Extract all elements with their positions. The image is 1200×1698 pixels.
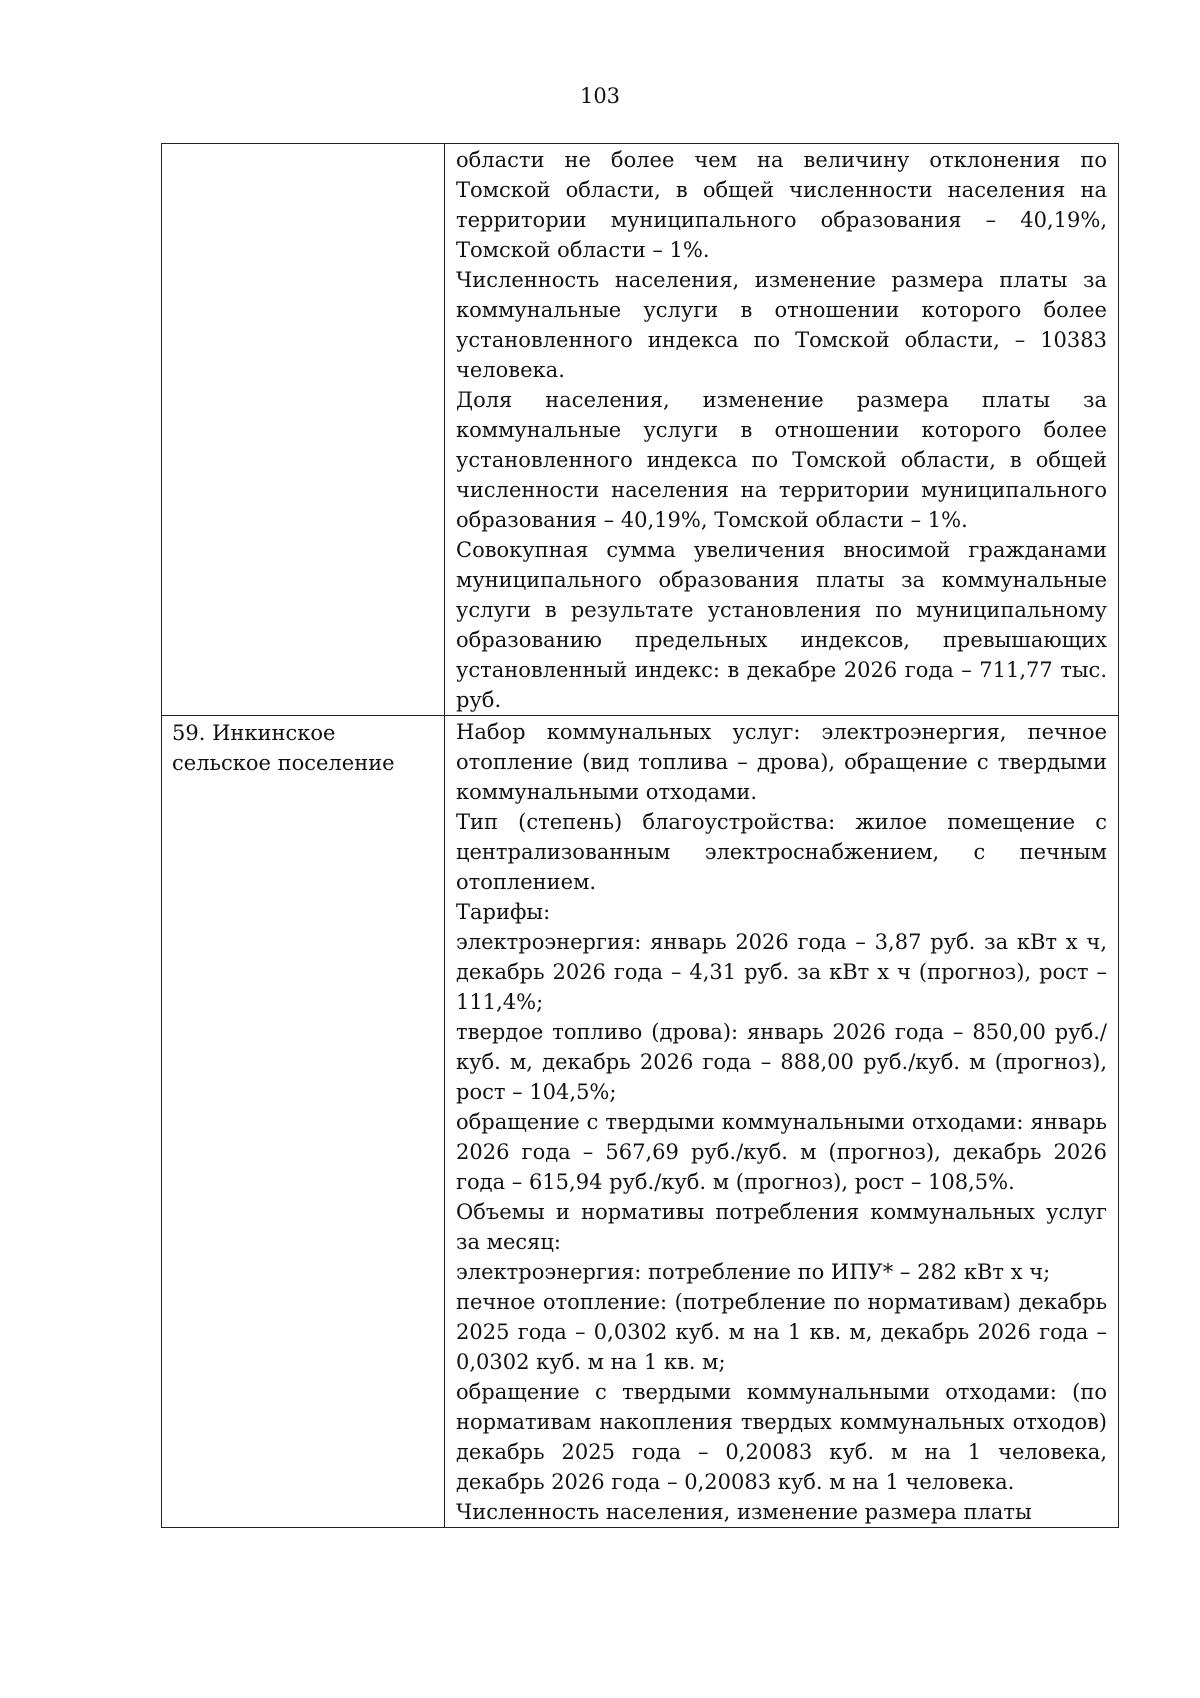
table-row	[162, 716, 1119, 1528]
paragraph: Тип (степень) благоустройства: жилое помещение с централизованным электроснабжением, с печным отоплением.	[456, 810, 1107, 894]
paragraph: Совокупная сумма увеличения вносимой гражданами муниципального образования платы за коммунальные услуги в результате установления по муниципальному образованию предельных индексов, превышающих установленный индекс: в декабре 2026 года – 711,77 тыс. руб.	[456, 538, 1107, 712]
page-number: 103	[579, 84, 621, 108]
paragraph: электроэнергия: январь 2026 года – 3,87 руб. за кВт х ч, декабрь 2026 года – 4,31 руб. за кВт х ч (прогноз), рост – 111,4%;	[456, 930, 1107, 1014]
row-content-cell	[445, 144, 1119, 716]
table-row	[162, 144, 1119, 716]
paragraph: Доля населения, изменение размера платы за коммунальные услуги в отношении которого более установленного индекса по Томской области, в общей численности населения на территории муниципального образования – 40,19%, Томской области – 1%.	[456, 388, 1107, 532]
paragraph: Объемы и нормативы потребления коммунальных услуг за месяц:	[456, 1200, 1107, 1254]
paragraph: Набор коммунальных услуг: электроэнергия, печное отопление (вид топлива – дрова), обращение с твердыми коммунальными отходами.	[456, 720, 1107, 804]
paragraph: печное отопление: (потребление по нормативам) декабрь 2025 года – 0,0302 куб. м на 1 кв. м, декабрь 2026 года – 0,0302 куб. м на 1 кв. м;	[456, 1290, 1107, 1374]
paragraph: Тарифы:	[456, 900, 551, 924]
row-label	[162, 144, 444, 146]
row-label-cell	[162, 144, 445, 716]
row-label-cell	[162, 716, 445, 1528]
document-table	[161, 143, 1119, 1528]
paragraph: обращение с твердыми коммунальными отходами: январь 2026 года – 567,69 руб./куб. м (прогноз), декабрь 2026 года – 615,94 руб./куб. м (прогноз), рост – 108,5%.	[456, 1110, 1107, 1194]
paragraph: обращение с твердыми коммунальными отходами: (по нормативам накопления твердых коммунальных отходов) декабрь 2025 года – 0,20083 куб. м на 1 человека, декабрь 2026 года – 0,20083 куб. м на 1 человека.	[456, 1380, 1107, 1494]
paragraph: области не более чем на величину отклонения по Томской области, в общей численности населения на территории муниципального образования – 40,19%, Томской области – 1%.	[456, 148, 1107, 262]
paragraph: твердое топливо (дрова): январь 2026 года – 850,00 руб./куб. м, декабрь 2026 года – 888,00 руб./куб. м (прогноз), рост – 104,5%;	[456, 1020, 1107, 1104]
paragraph: Численность населения, изменение размера платы	[456, 1500, 1032, 1524]
paragraph: Численность населения, изменение размера платы за коммунальные услуги в отношении которого более установленного индекса по Томской области, – 10383 человека.	[456, 268, 1107, 382]
row-label: 59. Инкинское сельское поселение	[172, 721, 395, 775]
row-content-cell	[445, 716, 1119, 1528]
paragraph: электроэнергия: потребление по ИПУ* – 282 кВт х ч;	[456, 1260, 1051, 1284]
